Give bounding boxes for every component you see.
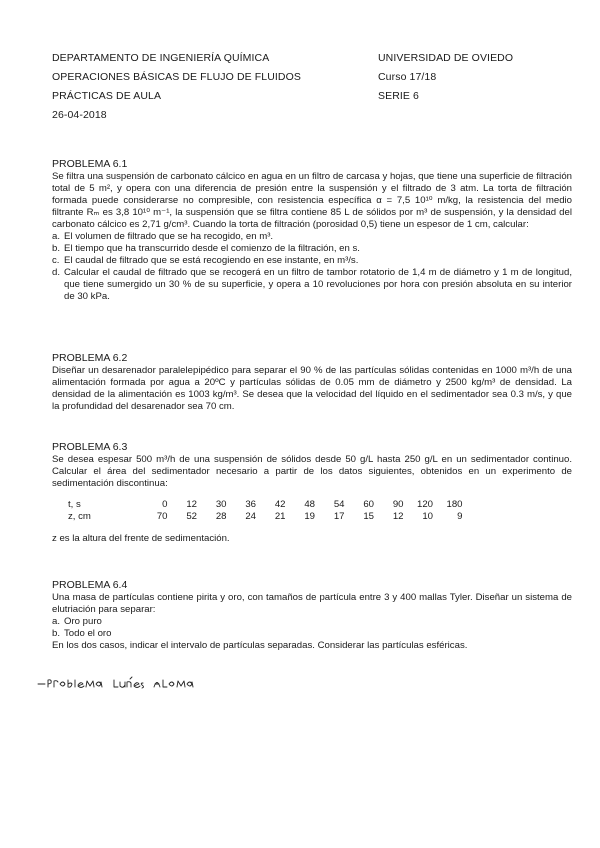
table-cell: 17 bbox=[333, 511, 345, 522]
table-cell: 90 bbox=[392, 499, 404, 510]
table-cell: 10 bbox=[422, 511, 433, 522]
table-cell: 28 bbox=[215, 511, 227, 522]
department-name: DEPARTAMENTO DE INGENIERÍA QUÍMICA bbox=[52, 52, 270, 64]
problem-statement: Diseñar un desarenador paralelepipédico para separar el 90 % de las partículas sólidas contenidas en 1000 m³/h de una alimentación formada por agua a 20ºC y partículas sólidas de 0.05 mm de diámetro y 2500 kg/m³ de densidad. La densidad de la alimentación es 1003 kg/m³. Se desea que la velocidad del líquido en el sedimentador sea 0.3 m/s, y que la profundidad del desarenador sea 70 cm. bbox=[52, 365, 572, 412]
list-item: b. Todo el oro bbox=[52, 628, 112, 639]
series-label: SERIE 6 bbox=[378, 90, 419, 102]
table-cell: 21 bbox=[274, 511, 286, 522]
table-row bbox=[68, 511, 463, 523]
table-cell: 0 bbox=[162, 499, 168, 510]
list-item: a. Oro puro bbox=[52, 616, 102, 627]
table-row bbox=[68, 499, 463, 511]
table-cell: 52 bbox=[186, 511, 197, 522]
problem-6-1 bbox=[52, 158, 572, 303]
table-cell: 30 bbox=[215, 499, 227, 510]
question-list bbox=[52, 231, 572, 303]
table-cell: 42 bbox=[274, 499, 286, 510]
table-cell: 19 bbox=[304, 511, 315, 522]
university-name: UNIVERSIDAD DE OVIEDO bbox=[378, 52, 514, 64]
problem-closing: En los dos casos, indicar el intervalo de partículas separadas. Considerar las partículas esféricas. bbox=[52, 640, 468, 651]
problem-statement: Una masa de partículas contiene pirita y oro, con tamaños de partícula entre 3 y 400 mallas Tyler. Diseñar un sistema de elutriación para separar: bbox=[52, 592, 572, 615]
problem-6-3 bbox=[52, 441, 572, 545]
table-cell: 180 bbox=[446, 499, 463, 510]
table-note: z es la altura del frente de sedimentación. bbox=[52, 533, 230, 544]
list-item: c. El caudal de filtrado que se está recogiendo en ese instante, en m³/s. bbox=[52, 255, 359, 266]
table-cell: 9 bbox=[457, 511, 463, 522]
list-item: d. Calcular el caudal de filtrado que se recogerá en un filtro de tambor rotatorio de 1,4 m de diámetro y 1 m de longitud, que tiene sumergido un 30 % de su superficie, y opera a 10 revoluciones por hora con presión absoluta en su interior de 30 kPa. bbox=[52, 267, 572, 302]
problem-title: PROBLEMA 6.1 bbox=[52, 158, 128, 170]
table-cell: 36 bbox=[245, 499, 256, 510]
problem-title: PROBLEMA 6.2 bbox=[52, 352, 128, 364]
problem-statement: Se desea espesar 500 m³/h de una suspensión de sólidos desde 50 g/L hasta 250 g/L en un sedimentador continuo. Calcular el área del sedimentador necesario a partir de los datos siguientes, obtenidos en un experimento de sedimentación discontinua: bbox=[52, 454, 572, 489]
problem-title: PROBLEMA 6.4 bbox=[52, 579, 128, 591]
table-cell: 12 bbox=[186, 499, 197, 510]
problem-statement: Se filtra una suspensión de carbonato cálcico en agua en un filtro de carcasa y hojas, que tiene una superficie de filtración total de 5 m², y opera con una diferencia de presión entre la suspensión y el filtrado de 3 atm. La torta de filtración formada puede considerarse no compresible, con resistencia específica α = 7,5 10¹⁰ m/kg, la resistencia del medio filtrante Rₘ es 3,8 10¹⁰ m⁻¹, la suspensión que se filtra contiene 85 L de sólidos por m³ de suspensión, y la densidad del carbonato cálcico es 2,71 g/cm³. Cuando la torta de filtración (porosidad 0,5) tiene un espesor de 1 cm, calcular: bbox=[52, 171, 572, 230]
sessions-label: PRÁCTICAS DE AULA bbox=[52, 90, 162, 102]
course-title: OPERACIONES BÁSICAS DE FLUJO DE FLUIDOS bbox=[52, 71, 301, 83]
row-label: z, cm bbox=[68, 511, 91, 522]
problem-6-2 bbox=[52, 352, 572, 413]
table-cell: 60 bbox=[363, 499, 374, 510]
academic-year: Curso 17/18 bbox=[378, 71, 437, 83]
question-list bbox=[52, 616, 572, 640]
document-date: 26-04-2018 bbox=[52, 109, 107, 121]
list-item: b. El tiempo que ha transcurrido desde el comienzo de la filtración, en s. bbox=[52, 243, 360, 254]
table-cell: 48 bbox=[304, 499, 315, 510]
table-cell: 24 bbox=[245, 511, 256, 522]
problem-6-4 bbox=[52, 579, 572, 652]
table-cell: 120 bbox=[416, 499, 433, 510]
handwritten-annotation bbox=[36, 672, 206, 696]
list-item: a. El volumen de filtrado que se ha recogido, en m³. bbox=[52, 231, 274, 242]
table-cell: 15 bbox=[363, 511, 374, 522]
table-cell: 70 bbox=[156, 511, 168, 522]
problem-title: PROBLEMA 6.3 bbox=[52, 441, 128, 453]
sedimentation-data-table bbox=[68, 499, 463, 523]
table-cell: 12 bbox=[392, 511, 404, 522]
row-label: t, s bbox=[68, 499, 81, 510]
table-cell: 54 bbox=[333, 499, 345, 510]
